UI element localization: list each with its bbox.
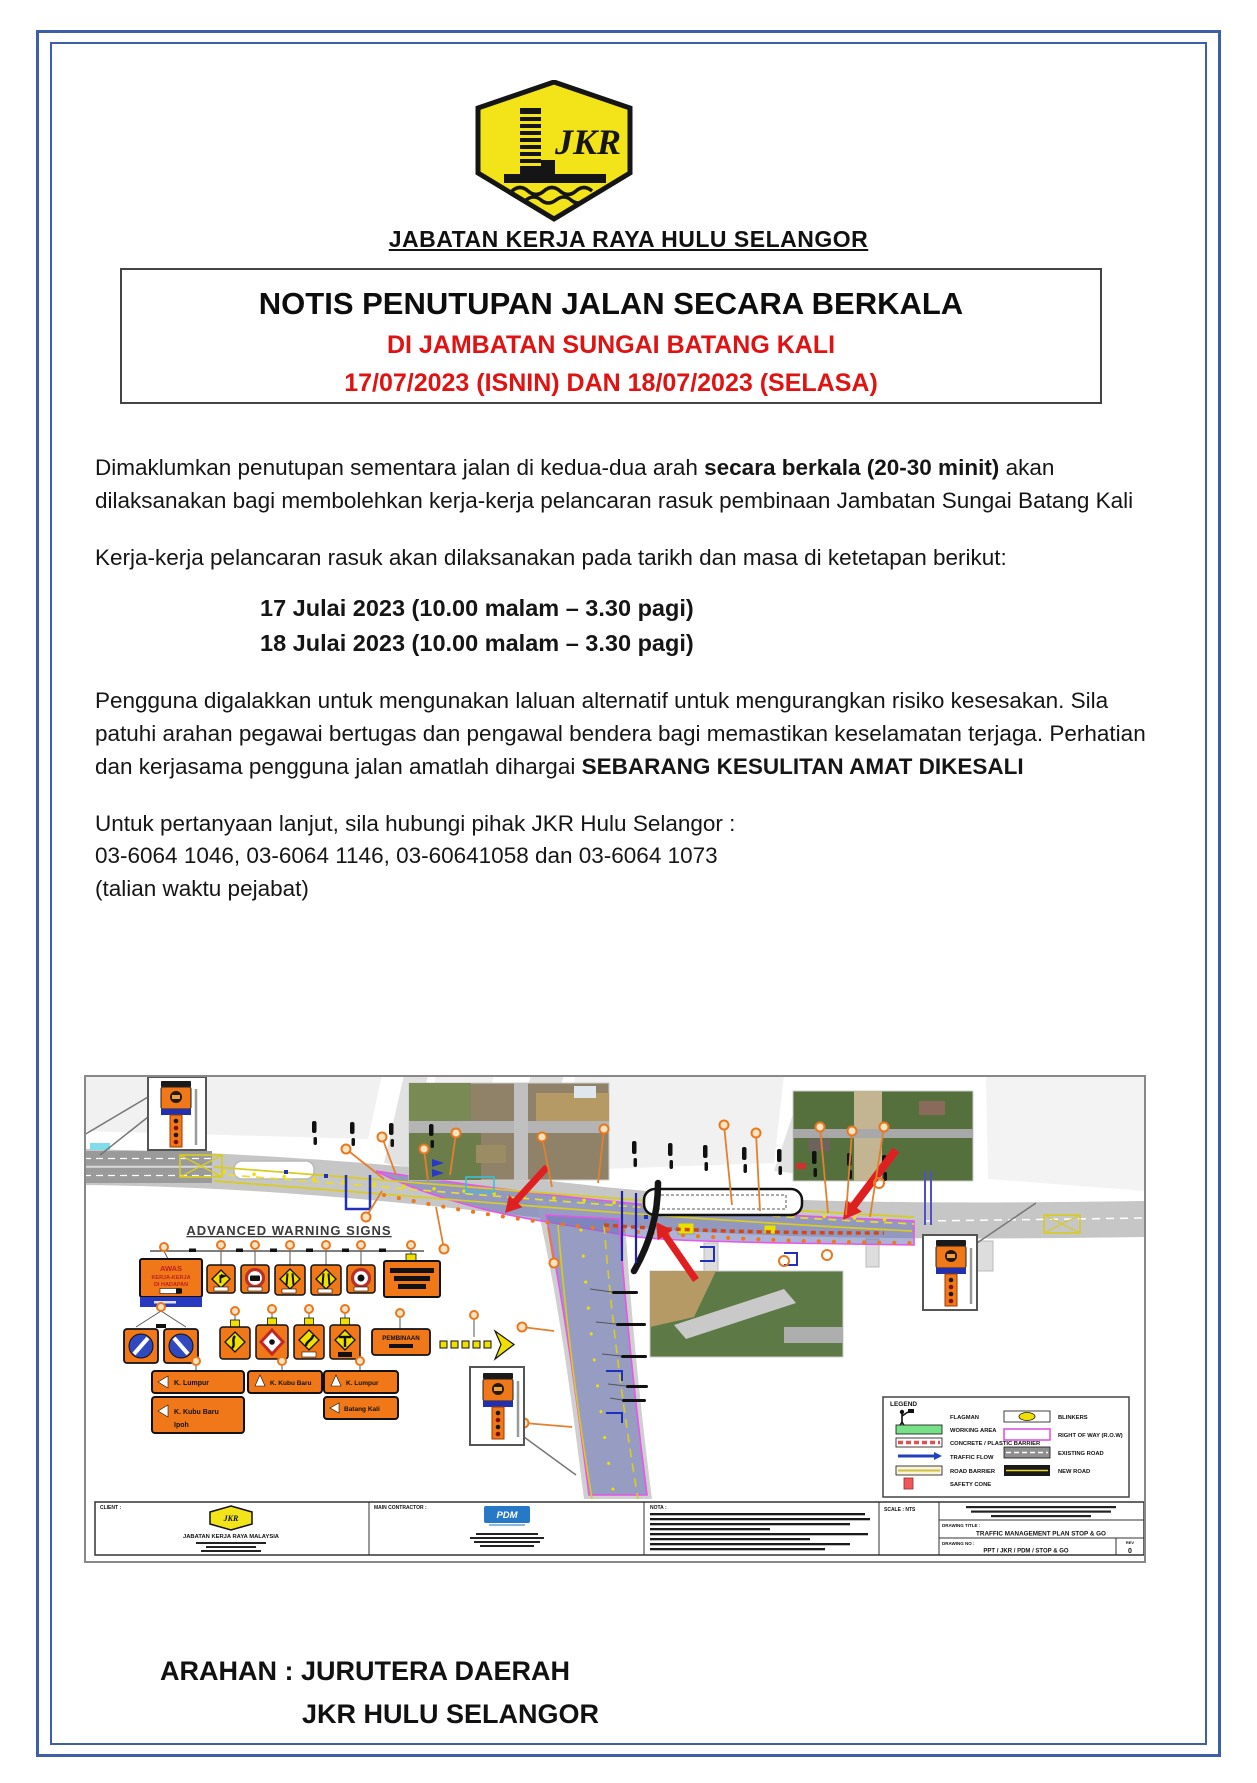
aerial-photo-3 [650,1271,843,1357]
svg-text:EXISTING ROAD: EXISTING ROAD [1058,1451,1104,1457]
notice-body [95,452,1165,906]
svg-text:PDM: PDM [496,1510,518,1521]
svg-text:ROAD BARRIER: ROAD BARRIER [950,1469,996,1475]
chevron-board-sign [384,1254,440,1297]
svg-text:WORKING AREA: WORKING AREA [950,1428,997,1434]
notice-title: NOTIS PENUTUPAN JALAN SECARA BERKALA [258,286,964,321]
reverse-curve-sign [220,1327,250,1359]
title-block [95,1502,1144,1555]
contractor-label: MAIN CONTRACTOR : [374,1505,427,1511]
notice-box [120,268,1102,404]
t-junction-sign [330,1325,360,1359]
svg-text:JKR: JKR [223,1514,239,1523]
nota-label: NOTA : [650,1505,667,1511]
hazard-diamond-sign [256,1325,288,1359]
paragraph-3: Pengguna digalakkan untuk mengunakan laluan alternatif untuk mengurangkan risiko kesesakan. Sila patuhi arahan pegawai bertugas dan pengawal bendera bagi memastikan keselamatan terjaga. Perhatian dan kerjasama pengguna jalan amatlah dihargai SEBARANG KESULITAN AMAT DIKESALI [95,688,1146,779]
prohibition-sign [347,1265,375,1293]
footer-instruction [160,1650,599,1736]
legend [883,1397,1129,1497]
org-header: JABATAN KERJA RAYA HULU SELANGOR [388,226,869,252]
svg-text:TRAFFIC FLOW: TRAFFIC FLOW [950,1455,994,1461]
rev-label: REV [1125,1540,1135,1545]
aerial-photo-1 [409,1083,609,1180]
road-narrows-sign-2 [311,1265,341,1295]
direction-board-1 [152,1371,244,1433]
paragraph-2: Kerja-kerja pelancaran rasuk akan dilaksanakan pada tarikh dan masa di ketetapan berikut: [95,544,1007,570]
footer-line-1: ARAHAN : JURUTERA DAERAH [160,1656,570,1686]
client-label: CLIENT : [100,1505,122,1511]
aws-title: ADVANCED WARNING SIGNS [186,1223,392,1238]
svg-text:KERJA-KERJA: KERJA-KERJA [151,1275,191,1281]
svg-text:BLINKERS: BLINKERS [1058,1415,1088,1421]
drawing-no-label: DRAWING NO : [942,1541,975,1546]
svg-text:SAFETY CONE: SAFETY CONE [950,1482,992,1488]
svg-text:PEMBINAAN: PEMBINAAN [382,1335,420,1342]
drawing-title: TRAFFIC MANAGEMENT PLAN STOP & GO [976,1530,1106,1538]
contact-numbers: 03-6064 1046, 03-6064 1146, 03-60641058 dan 03-6064 1073 [95,843,718,869]
svg-text:K. Kubu Baru: K. Kubu Baru [174,1409,219,1416]
svg-text:NEW ROAD: NEW ROAD [1058,1469,1091,1475]
traffic-management-plan-drawing [84,1075,1146,1563]
rev-value: 0 [1128,1548,1132,1555]
drawing-no: PPT / JKR / PDM / STOP & GO [983,1548,1069,1555]
drawing-title-label: DRAWING TITLE : [942,1523,981,1528]
svg-text:DI HADAPAN: DI HADAPAN [153,1282,189,1288]
svg-text:Ipoh: Ipoh [174,1422,189,1429]
awas-sign [140,1259,202,1307]
safety-cone-swatch [904,1478,913,1489]
closure-dates [260,591,1165,662]
flagman-ahead-sign [207,1265,235,1293]
svg-text:K. Lumpur: K. Lumpur [346,1380,379,1387]
row-swatch [1004,1429,1050,1440]
speed-limit-sign [241,1265,269,1293]
paragraph-1: Dimaklumkan penutupan sementara jalan di kedua-dua arah secara berkala (20-30 minit) akan dilaksanakan bagi membolehkan kerja-kerja pelancaran rasuk pembinaan Jambatan Sungai Batang Kali [95,455,1134,513]
closure-date-2: 18 Julai 2023 (10.00 malam – 3.30 pagi) [260,629,694,656]
working-area-swatch [896,1425,942,1434]
svg-text:FLAGMAN: FLAGMAN [950,1415,979,1421]
jkr-logo-base-bar [504,174,606,183]
svg-text:RIGHT OF WAY (R.O.W): RIGHT OF WAY (R.O.W) [1058,1433,1123,1439]
curve-sign [294,1325,324,1359]
svg-text:AWAS: AWAS [159,1264,183,1273]
closure-date-1: 17 Julai 2023 (10.00 malam – 3.30 pagi) [260,594,694,621]
road-narrows-sign-1 [275,1265,305,1295]
paragraph-4: Untuk pertanyaan lanjut, sila hubungi pihak JKR Hulu Selangor : 03-6064 1046, 03-6064 1146, 03-60641058 dan 03-6064 1073 (talian waktu pejabat) [95,810,736,902]
jkr-logo [468,80,640,222]
direction-board-2 [248,1371,322,1393]
svg-text:Batang Kali: Batang Kali [344,1406,380,1413]
svg-text:CONCRETE / PLASTIC BARRIER: CONCRETE / PLASTIC BARRIER [950,1441,1041,1447]
notice-subtitle-location: DI JAMBATAN SUNGAI BATANG KALI [386,331,836,359]
jkr-logo-text: JKR [554,122,622,162]
client-name: JABATAN KERJA RAYA MALAYSIA [183,1534,279,1540]
svg-text:K. Kubu Baru: K. Kubu Baru [270,1380,312,1387]
svg-text:K. Lumpur: K. Lumpur [174,1380,209,1387]
legend-title: LEGEND [890,1401,918,1408]
notice-subtitle-dates: 17/07/2023 (ISNIN) DAN 18/07/2023 (SELASA) [344,369,878,397]
pembinaan-board [372,1329,430,1355]
footer-line-2: JKR HULU SELANGOR [302,1699,600,1730]
scale-label: SCALE : NTS [884,1507,916,1513]
